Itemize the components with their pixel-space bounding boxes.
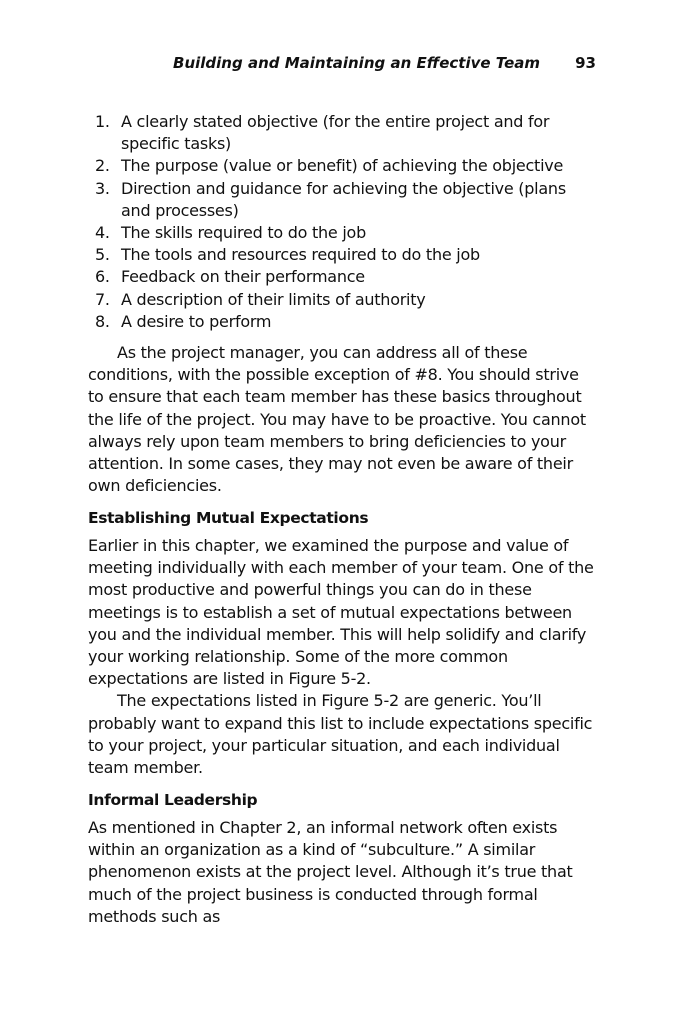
list-number: 2.	[95, 156, 110, 176]
list-number: 7.	[95, 289, 110, 309]
paragraph: As mentioned in Chapter 2, an informal network often exists within an organization as a kind of “subculture.” A similar phenomenon exists at the project level. Although it’s true that much of the project business is conducted through formal methods such as	[88, 818, 573, 926]
list-item	[88, 266, 596, 288]
list-item	[88, 222, 596, 244]
running-header	[88, 54, 596, 76]
needs-list	[88, 111, 596, 333]
list-item-text: Direction and guidance for achieving the objective (plans and processes)	[121, 178, 566, 220]
section-informal-leadership	[88, 789, 596, 928]
list-followup	[88, 342, 596, 497]
list-item	[88, 155, 596, 177]
list-item-text: The skills required to do the job	[121, 223, 366, 243]
list-item-text: Feedback on their performance	[121, 267, 365, 287]
section-heading: Establishing Mutual Expectations	[88, 509, 369, 527]
list-item-text: A description of their limits of authority	[121, 289, 426, 309]
page-number: 93	[575, 54, 596, 72]
list-number: 4.	[95, 223, 110, 243]
list-number: 6.	[95, 267, 110, 287]
list-item-text: A clearly stated objective (for the entire project and for specific tasks)	[121, 112, 550, 154]
list-item-text: A desire to perform	[121, 311, 272, 331]
list-number: 5.	[95, 245, 110, 265]
section-heading: Informal Leadership	[88, 791, 258, 809]
paragraph: As the project manager, you can address all of these conditions, with the possible exception of #8. You should strive to ensure that each team member has these basics throughout the life of the project. You may have to be proactive. You cannot always rely upon team members to bring deficiencies to your attention. In some cases, they may not even be aware of their own deficiencies.	[88, 343, 586, 496]
list-number: 8.	[95, 311, 110, 331]
list-item	[88, 311, 596, 333]
chapter-title: Building and Maintaining an Effective Team	[173, 54, 540, 72]
list-item-text: The tools and resources required to do the job	[121, 245, 480, 265]
list-number: 1.	[95, 112, 110, 131]
paragraph: The expectations listed in Figure 5-2 are generic. You’ll probably want to expand this list to include expectations specific to your project, your particular situation, and each individual team member.	[88, 691, 593, 778]
list-item	[88, 178, 596, 222]
paragraph: Earlier in this chapter, we examined the purpose and value of meeting individually with each member of your team. One of the most productive and powerful things you can do in these meetings is to establish a set of mutual expectations between you and the individual member. This will help solidify and clarify your working relationship. Some of the more common expectations are listed in Figure 5-2.	[88, 536, 594, 689]
list-item	[88, 289, 596, 311]
section-mutual-expectations	[88, 507, 596, 779]
list-item-text: The purpose (value or benefit) of achieving the objective	[121, 156, 564, 176]
list-number: 3.	[95, 178, 110, 198]
list-item	[88, 111, 596, 155]
list-item	[88, 244, 596, 266]
